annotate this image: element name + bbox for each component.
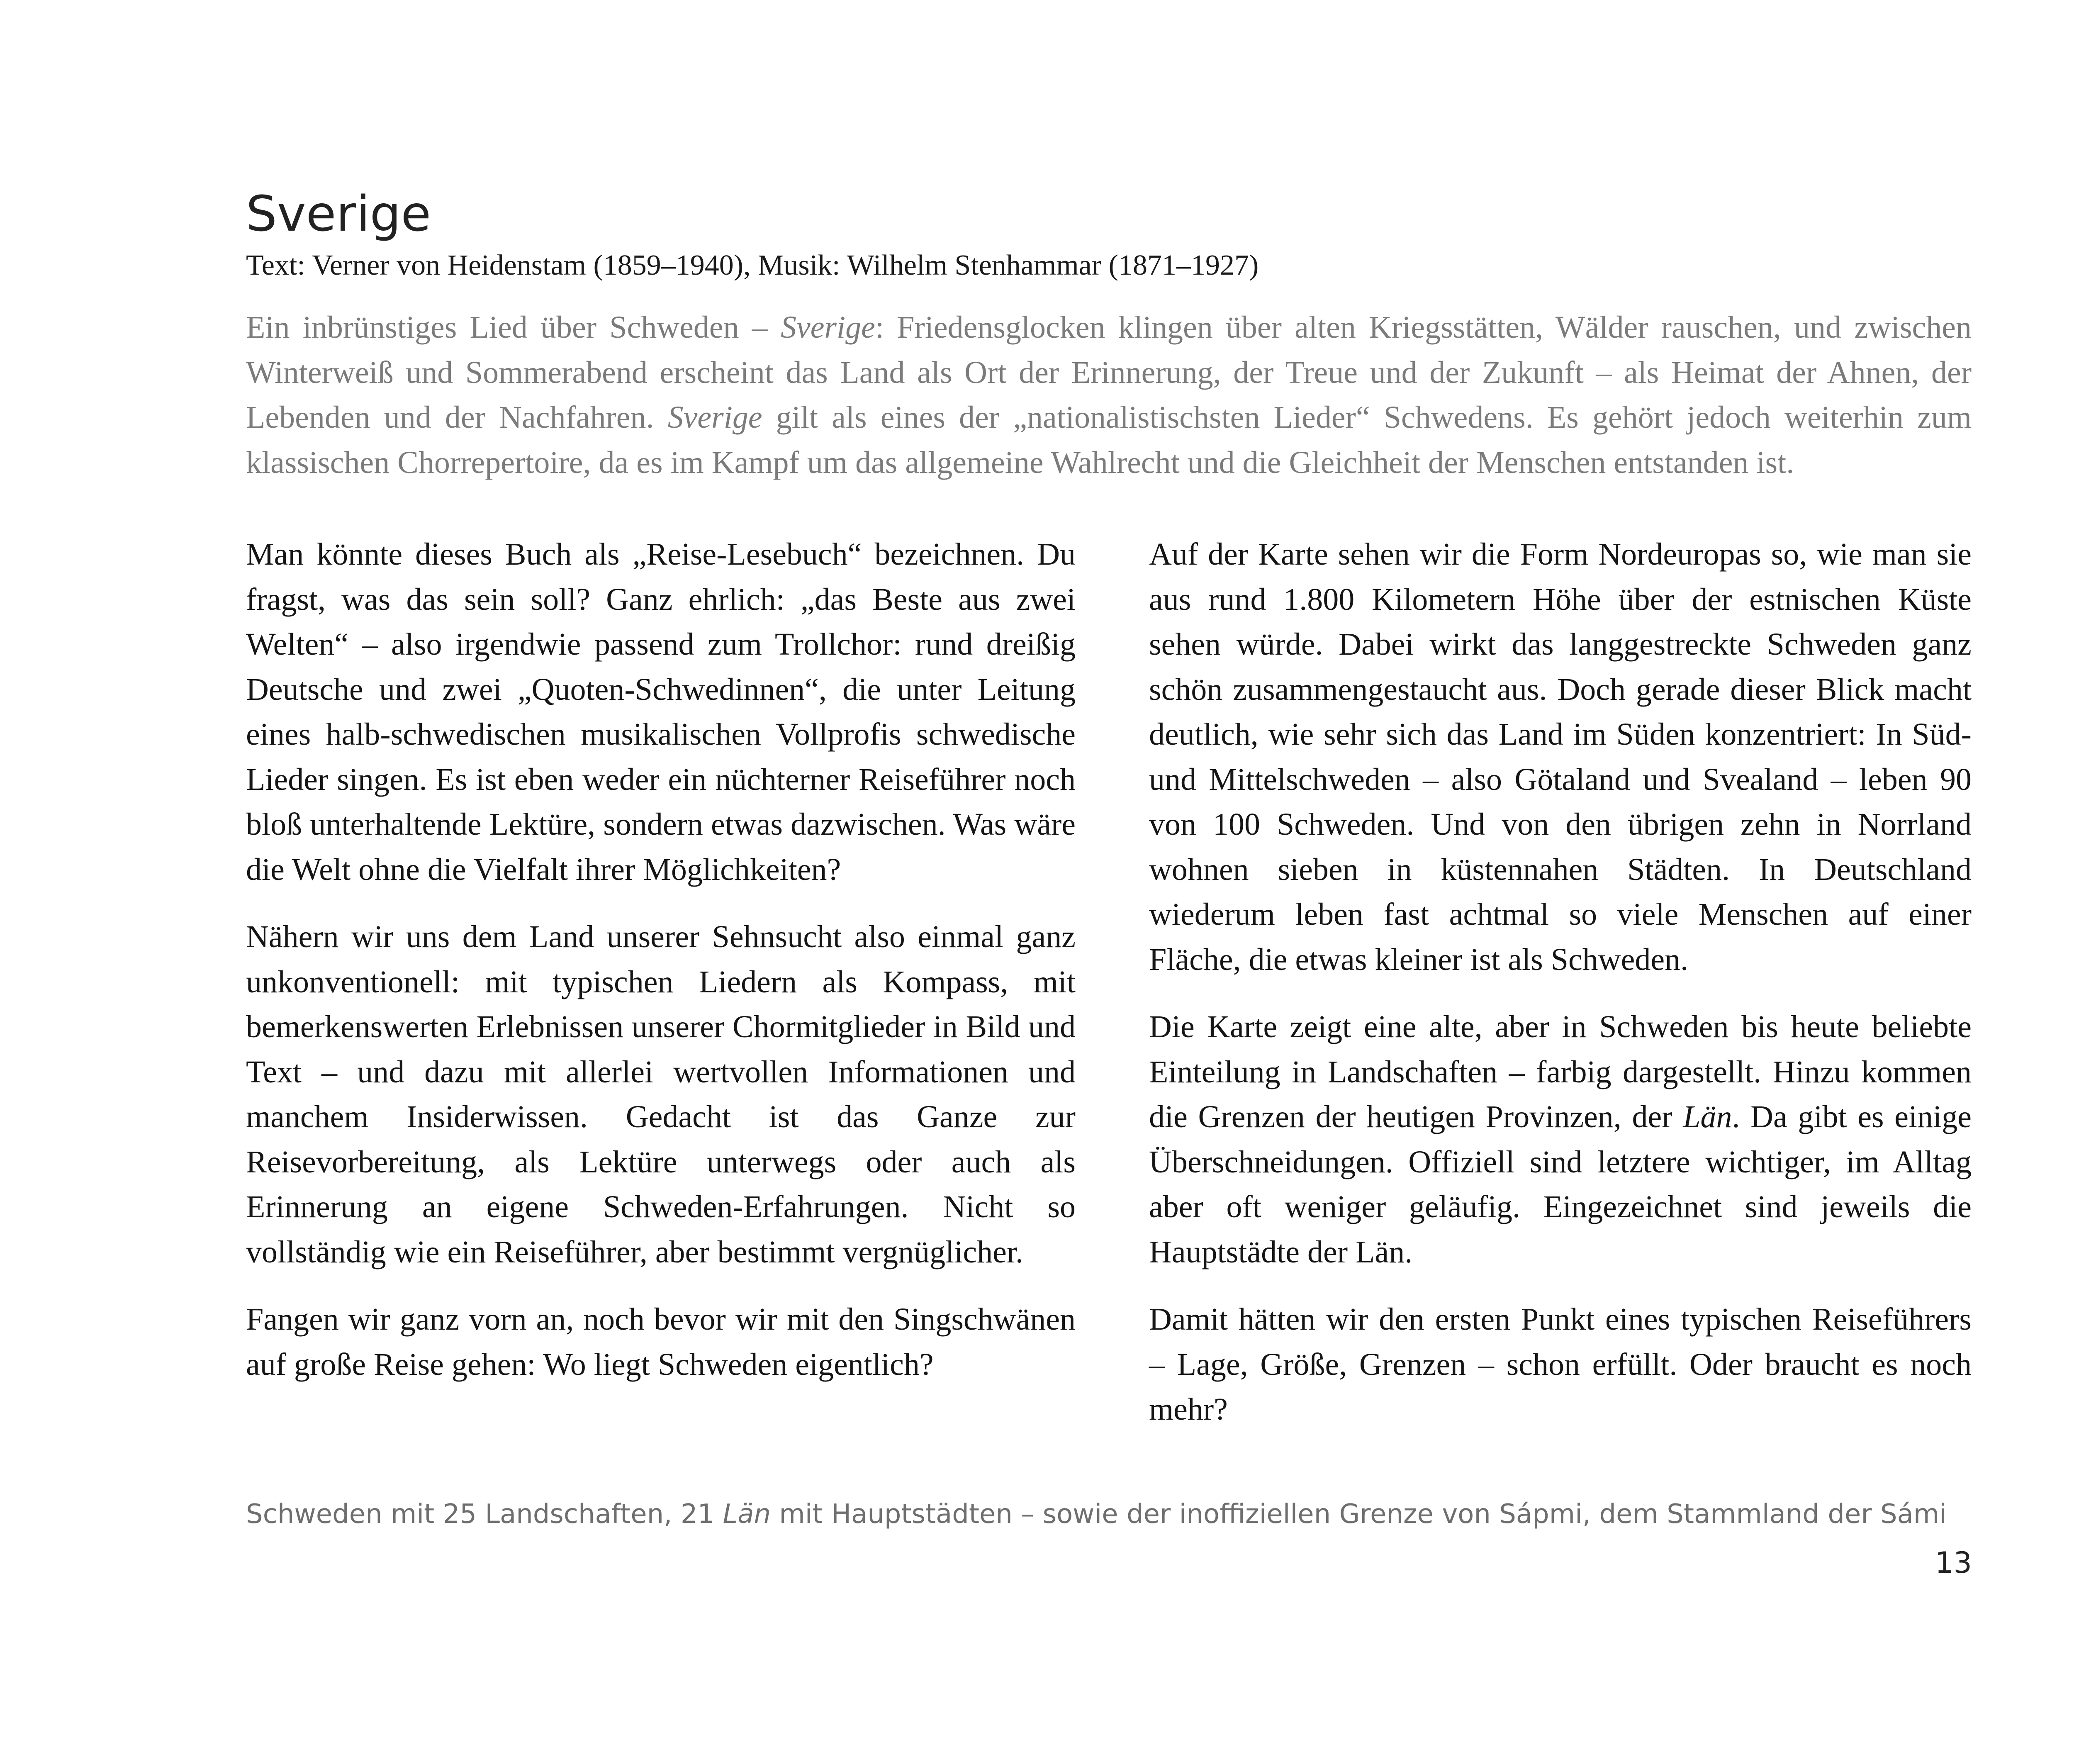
intro-song-name-2: Sverige [667,400,762,435]
right-paragraph-2-text-1: Die Karte zeigt eine alte, aber in Schweden bis heute beliebte Einteilung in Landschaften – farbig dargestellt. Hinzu kommen die Grenzen der heutigen Provinzen, der [1149,1009,1972,1134]
left-paragraph-2: Nähern wir uns dem Land unserer Sehnsucht also einmal ganz unkonventionell: mit typischen Liedern als Kompass, mit bemerkenswerten Erlebnissen unserer Chormitglieder in Bild und Text – und dazu mit allerlei wertvollen Informationen und manchem Insiderwissen. Gedacht ist das Ganze zur Reisevorbereitung, als Lektüre unterwegs oder auch als Erinnerung an eigene Schweden-Erfahrungen. Nicht so vollständig wie ein Reiseführer, aber bestimmt vergnüglicher. [246,919,1076,1269]
intro-text-1: Ein inbrünstiges Lied über Schweden – [246,310,781,345]
caption-term: Län [723,1499,771,1530]
page-number: 13 [1935,1546,1972,1580]
song-credits: Text: Verner von Heidenstam (1859–1940), Musik: Wilhelm Stenhammar (1871–1927) [246,249,1259,281]
map-caption [246,1496,1947,1533]
intro-text-3: gilt als eines der „nationalistischsten Lieder“ Schwedens. Es gehört jedoch weiterhin zum klassischen Chorrepertoire, da es im Kampf um das allgemeine Wahlrecht und die Gleichheit der Menschen entstanden ist. [246,400,1972,480]
intro-text-2: : Friedensglocken klingen über alten Kriegsstätten, Wälder rauschen, und zwischen Winterweiß und Sommerabend erscheint das Land als Ort der Erinnerung, der Treue und der Zukunft – als Heimat der Ahnen, der Lebenden und der Nachfahren. [246,310,1972,435]
song-intro [246,305,1972,485]
caption-text-2: mit Hauptstädten – sowie der inoffiziellen Grenze von Sápmi, dem Stammland der Sámi [771,1499,1947,1530]
left-column [246,532,1076,1409]
right-paragraph-2-text-2: . Da gibt es einige Überschneidungen. Offiziell sind letztere wichtiger, im Alltag aber oft weniger geläufig. Eingezeichnet sind jeweils die Hauptstädte der Län. [1149,1099,1972,1269]
intro-song-name-1: Sverige [781,310,875,345]
right-column [1149,532,1972,1455]
right-paragraph-2 [1149,1004,1972,1274]
song-title: Sverige [246,185,431,242]
right-paragraph-1: Auf der Karte sehen wir die Form Nordeuropas so, wie man sie aus rund 1.800 Kilometern Höhe über der estnischen Küste sehen würde. Dabei wirkt das langgestreckte Schweden ganz schön zusammengestaucht aus. Doch gerade dieser Blick macht deutlich, wie sehr sich das Land im Süden konzentriert: In Süd- und Mittelschweden – also Götaland und Svealand – leben 90 von 100 Schweden. Und von den übrigen zehn in Norrland wohnen sieben in küstennahen Städten. In Deutschland wiederum leben fast achtmal so viele Menschen auf einer Fläche, die etwas kleiner ist als Schweden. [1149,537,1972,977]
left-paragraph-1: Man könnte dieses Buch als „Reise-Lesebuch“ bezeichnen. Du fragst, was das sein soll? Ganz ehrlich: „das Beste aus zwei Welten“ – also irgendwie passend zum Trollchor: rund dreißig Deutsche und zwei „Quoten-Schwedinnen“, die unter Leitung eines halb-schwedischen musikalischen Vollprofis schwedische Lieder singen. Es ist eben weder ein nüchterner Reiseführer noch bloß unterhaltende Lektüre, sondern etwas dazwischen. Was wäre die Welt ohne die Vielfalt ihrer Möglichkeiten? [246,537,1076,887]
caption-text-1: Schweden mit 25 Landschaften, 21 [246,1499,723,1530]
right-paragraph-2-term: Län [1683,1099,1732,1134]
left-paragraph-3: Fangen wir ganz vorn an, noch bevor wir mit den Singschwänen auf große Reise gehen: Wo liegt Schweden eigentlich? [246,1302,1076,1382]
right-paragraph-3: Damit hätten wir den ersten Punkt eines typischen Reiseführers – Lage, Größe, Grenzen – schon erfüllt. Oder braucht es noch mehr? [1149,1302,1972,1427]
